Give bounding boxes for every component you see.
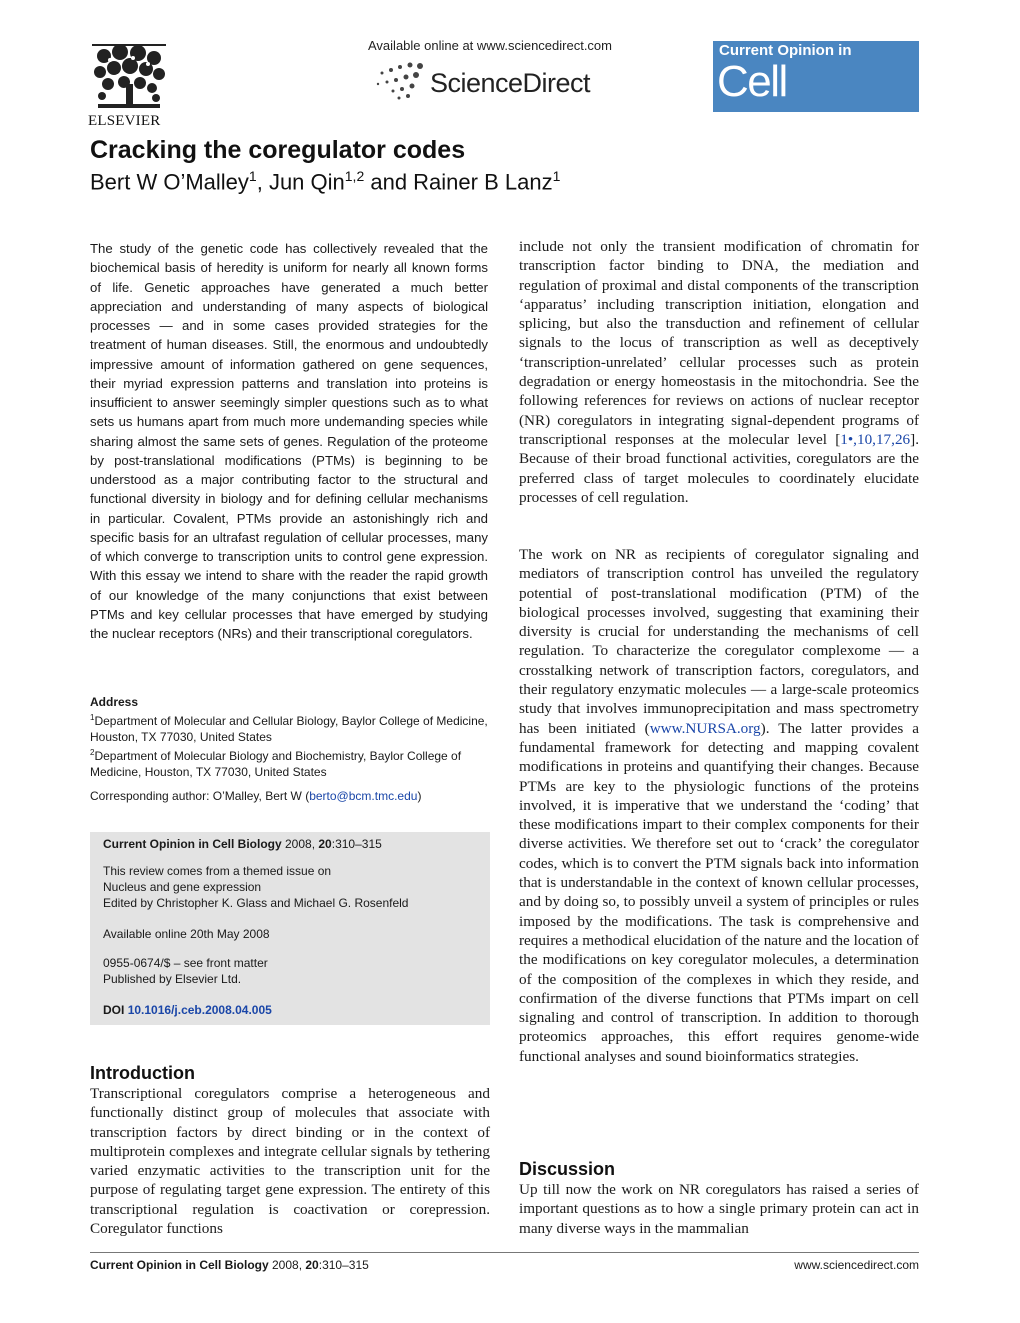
footer-pages: :310–315 xyxy=(318,1258,369,1272)
footer-citation xyxy=(90,1258,369,1272)
author-name: , Jun Qin xyxy=(256,169,345,195)
address-heading: Address xyxy=(90,695,139,709)
info-available-online: Available online 20th May 2008 xyxy=(103,927,270,941)
affiliation-1 xyxy=(90,710,490,745)
footer-website-link[interactable]: www.sciencedirect.com xyxy=(794,1258,919,1272)
paragraph-text: ). The latter provides a fundamental framework for detecting and mapping covalent modifications in proteins and quantifying their changes. Because PTMs are key to the physiologic functions of the proteins involved, it is imperative that we understand the ‘coding’ that these modifications impart to their complex components for their diverse activities. We therefore set out to ‘crack’ the coregulator codes, which is to convert the PTM signals back into information that is understandable in the context of known cellular processes, and by doing so, to possibly unveil a system of principles or rules imposed by the modifications. The task is comprehensive and requires a methodical elucidation of the nature and the location of the modifications on key coregulator molecules, a determination of the composition of the complexes in which they reside, and confirmation of the diverse functions that PTMs impart on cell signaling and control of transcription. In addition to thorough proteomics approaches, this effort requires genome-wide functional analyses and sound bioinformatics strategies. xyxy=(519,719,920,1065)
introduction-text: Transcriptional coregulators comprise a heterogeneous and functionally distinct group of molecules that associate with transcription factors by direct binding or in the context of multiprotein complexes and integrate cellular signals by tethering varied enzymatic activities to the transcription unit for the purpose of regulating target gene expression. The entirety of this transcriptional regulation is coactivation or corepression. Coregulator functions xyxy=(90,1085,490,1238)
discussion-heading: Discussion xyxy=(519,1159,616,1179)
publisher-name: ELSEVIER xyxy=(88,113,161,129)
info-doi xyxy=(103,1002,483,1018)
journal-logo-line1: Current Opinion in xyxy=(719,42,852,59)
article-title: Cracking the coregulator codes xyxy=(90,136,466,164)
nursa-link[interactable]: www.NURSA.org xyxy=(649,719,761,737)
abstract-text: The study of the genetic code has collectively revealed that the biochemical basis of heredity is uniform for nearly all known forms of life. Genetic approaches have generated a much better appreciation and understanding of many aspects of biological processes — and in some cases provided strategies for the treatment of human diseases. Still, the enormous and undoubtedly impressive amount of information gathered on gene sequences, their myriad expression patterns and translation into proteins is insufficient to answer seemingly simpler questions such as to what sets us humans apart from much more undemanding species while sharing almost the same sets of genes. Regulation of the proteome by post-translational modifications (PTMs) is beginning to be understood as a major contributing factor to the structural and functional diversity in biology and for defining cellular mechanisms in particular. Covalent, PTMs provide an astonishingly rich and specific basis for an ultrafast regulation of cellular processes, many of which converge to transcription units to control gene expression. With this essay we intend to share with the reader the rapid growth of our knowledge of the many conjunctions that exist between PTMs and key cellular processes that have emerged by studying the nuclear receptors (NRs) and their transcriptional coregulators. xyxy=(90,241,488,641)
info-themed-line1: This review comes from a themed issue on xyxy=(103,864,332,878)
body-paragraph-2 xyxy=(519,545,919,1066)
affiliation-sup: 1 xyxy=(90,713,95,722)
journal-logo xyxy=(713,41,919,156)
paragraph-text: The work on NR as recipients of coregulator signaling and mediators of transcription control has unveiled the regulatory potential of post-translational modification (PTM) of the biological processes involved, suggesting that examining their diversity is crucial for understanding the mechanisms of cell regulation. To characterize the coregulator complexome — a crosstalking network of transcription factors, coregulators, and their regulatory enzymatic molecules — a large-scale proteomics study that involves immunoprecipitation and mass spectrometry has been initiated ( xyxy=(519,546,919,737)
corresponding-email-link[interactable]: berto@bcm.tmc.edu xyxy=(309,789,418,803)
corresponding-prefix: Corresponding author: O’Malley, Bert W ( xyxy=(90,789,310,803)
author-list xyxy=(90,168,560,195)
author-name: Bert W O’Malley xyxy=(90,169,249,195)
paragraph-text: include not only the transient modification of chromatin for transcription factor binding to DNA, the mediation and regulation of proximal and distal components of the transcription ‘apparatus’ including transcription initiation, elongation and splicing, but also the transduction and refinement of cellular signals to the locus of transcription as well as deceptively ‘transcription-unrelated’ cellular processes such as protein degradation or energy homeostasis in the mitochondria. See the following references for reviews on actions of nuclear receptor (NR) coregulators in integrating signal-dependent programs of transcriptional responses at the molecular level [ xyxy=(519,238,919,448)
info-journal: Current Opinion in Cell Biology xyxy=(103,837,282,851)
footer-journal: Current Opinion in Cell Biology xyxy=(90,1258,269,1272)
journal-logo-line2: Cell Biology xyxy=(717,57,851,156)
info-citation xyxy=(103,836,483,852)
footer-divider xyxy=(90,1252,919,1253)
affiliation-2 xyxy=(90,745,490,780)
author-name: and Rainer B Lanz xyxy=(364,169,553,195)
affiliation-text: Department of Molecular and Cellular Biology, Baylor College of Medicine, Houston, TX 77030, United States xyxy=(90,714,488,744)
affiliation-text: Department of Molecular Biology and Biochemistry, Baylor College of Medicine, Houston, TX 77030, United States xyxy=(90,749,462,779)
paragraph-text: ]. Because of their broad functional activities, coregulators are the preferred class of target molecules to coordinately elucidate processes of cell regulation. xyxy=(519,430,919,506)
author-affil-sup: 1 xyxy=(552,168,561,184)
affiliation-sup: 2 xyxy=(90,748,95,757)
info-themed-line2: Nucleus and gene expression xyxy=(103,880,262,894)
sciencedirect-wordmark: ScienceDirect xyxy=(430,68,591,98)
reference-links[interactable]: 1•,10,17,26 xyxy=(840,430,911,448)
author-affil-sup: 1,2 xyxy=(344,168,365,184)
info-issn: 0955-0674/$ – see front matter xyxy=(103,956,268,970)
article-info-box xyxy=(90,832,490,1025)
info-themed-line3: Edited by Christopher K. Glass and Michael G. Rosenfeld xyxy=(103,896,409,910)
sciencedirect-dots-icon xyxy=(372,60,430,104)
info-publisher: Published by Elsevier Ltd. xyxy=(103,972,242,986)
info-pages: :310–315 xyxy=(331,837,382,851)
info-doi-link[interactable]: 10.1016/j.ceb.2008.04.005 xyxy=(127,1003,272,1017)
sciencedirect-logo xyxy=(372,60,612,104)
info-year: 2008, xyxy=(281,837,319,851)
info-volume: 20 xyxy=(318,837,332,851)
author-affil-sup: 1 xyxy=(248,168,257,184)
discussion-text: Up till now the work on NR coregulators has raised a series of important questions as to how a single primary protein can act in many diverse ways in the mammalian xyxy=(519,1181,919,1237)
info-doi-label: DOI xyxy=(103,1003,125,1017)
footer-year: 2008, xyxy=(268,1258,306,1272)
corresponding-suffix: ) xyxy=(417,789,422,803)
corresponding-author xyxy=(90,789,490,803)
body-paragraph-1 xyxy=(519,237,919,507)
available-online-text: Available online at www.sciencedirect.com xyxy=(368,38,612,53)
address-block xyxy=(90,694,490,780)
introduction-heading: Introduction xyxy=(90,1063,195,1083)
footer-volume: 20 xyxy=(305,1258,319,1272)
